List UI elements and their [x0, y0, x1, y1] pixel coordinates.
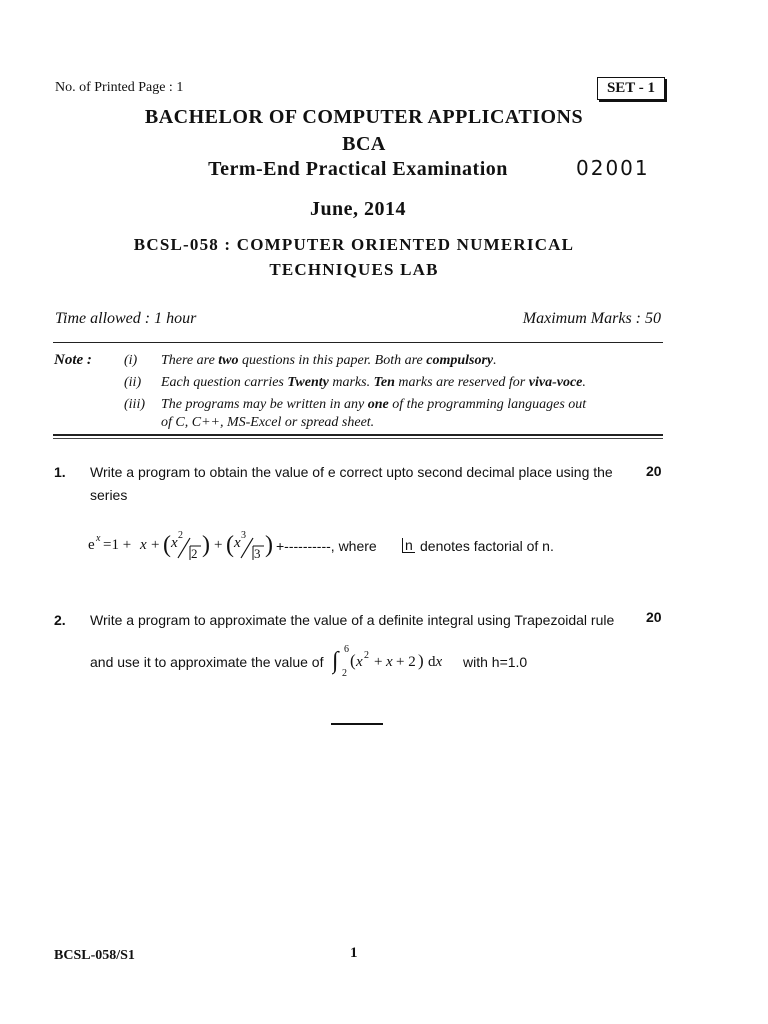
- svg-text:2: 2: [191, 546, 198, 561]
- svg-text:+: +: [374, 654, 383, 670]
- svg-text:): ): [202, 532, 210, 558]
- svg-text:e: e: [88, 537, 95, 553]
- svg-text:=1 +: =1 +: [103, 537, 132, 553]
- svg-text:3: 3: [241, 530, 246, 541]
- end-of-paper-line: [331, 723, 383, 725]
- question-2-text: Write a program to approximate the value of a definite integral using Trapezoidal rule: [90, 612, 615, 628]
- divider-double-bottom: [53, 438, 663, 439]
- svg-text:x: x: [140, 537, 147, 553]
- exam-date: June, 2014: [309, 198, 407, 220]
- svg-text:2: 2: [342, 668, 347, 679]
- svg-text:): ): [265, 532, 273, 558]
- question-1-marks: 20: [646, 463, 662, 479]
- svg-text:+ 2: + 2: [396, 654, 416, 670]
- time-marks-row: [55, 310, 661, 328]
- note-item: [124, 397, 587, 413]
- question-1-text: Write a program to obtain the value of e correct upto second decimal place using the: [90, 464, 613, 480]
- divider-double-top: [53, 434, 663, 436]
- note-item-number: (iii): [124, 397, 145, 412]
- question-2-number: 2.: [54, 612, 66, 628]
- svg-text:2: 2: [364, 650, 369, 661]
- question-1-formula-tail: +----------, where: [276, 538, 377, 554]
- svg-text:6: 6: [344, 644, 349, 655]
- course-title-line1: BCSL-058 : COMPUTER ORIENTED NUMERICAL: [133, 235, 575, 254]
- svg-text:+: +: [151, 537, 160, 553]
- note-item: [124, 375, 586, 391]
- question-1-formula-end: denotes factorial of n.: [420, 538, 554, 554]
- question-1-text-cont: series: [90, 487, 128, 503]
- question-2-integral-formula: [332, 638, 462, 680]
- note-item-text: Each question carries Twenty marks. Ten marks are reserved for viva-voce.: [161, 375, 586, 390]
- paper-code: 02001: [576, 156, 650, 180]
- note-item-number: (ii): [124, 375, 142, 390]
- question-2-marks: 20: [646, 609, 662, 625]
- svg-text:x: x: [171, 535, 178, 551]
- svg-text:): ): [418, 651, 424, 670]
- svg-text:3: 3: [254, 546, 261, 561]
- question-2-text-cont: and use it to approximate the value of: [90, 654, 324, 670]
- printed-page-count: No. of Printed Page : 1: [55, 80, 184, 95]
- time-allowed: Time allowed : 1 hour: [55, 310, 197, 327]
- set-badge: SET - 1: [597, 77, 665, 100]
- svg-text:x: x: [356, 654, 363, 670]
- footer-page-number: 1: [350, 945, 358, 961]
- course-title-line2: TECHNIQUES LAB: [269, 260, 439, 279]
- note-item-number: (i): [124, 353, 138, 368]
- note-item: [124, 353, 497, 369]
- svg-text:x: x: [96, 533, 101, 544]
- svg-text:2: 2: [178, 530, 183, 541]
- svg-text:x: x: [234, 535, 241, 551]
- note-item-text: The programs may be written in any one of the programming languages out: [161, 397, 587, 412]
- programme-abbr: BCA: [342, 133, 386, 155]
- maximum-marks: Maximum Marks : 50: [522, 310, 661, 327]
- svg-text:∫: ∫: [332, 648, 339, 674]
- svg-text:x: x: [386, 654, 393, 670]
- divider-top: [53, 342, 663, 343]
- programme-title: BACHELOR OF COMPUTER APPLICATIONS: [144, 106, 584, 128]
- svg-text:(: (: [163, 532, 171, 558]
- exam-title: Term-End Practical Examination: [208, 158, 508, 180]
- svg-text:(: (: [350, 651, 356, 670]
- note-item-continuation: of C, C++, MS-Excel or spread sheet.: [161, 415, 375, 430]
- footer-paper-code: BCSL-058/S1: [54, 948, 135, 963]
- svg-text:dx: dx: [428, 654, 443, 670]
- note-label: Note :: [54, 352, 92, 368]
- svg-text:(: (: [226, 532, 234, 558]
- question-2-tail: with h=1.0: [463, 654, 528, 670]
- factorial-symbol: n: [402, 538, 415, 553]
- question-1-number: 1.: [54, 464, 66, 480]
- svg-text:+: +: [214, 537, 223, 553]
- note-item-text: There are two questions in this paper. Both are compulsory.: [161, 353, 497, 368]
